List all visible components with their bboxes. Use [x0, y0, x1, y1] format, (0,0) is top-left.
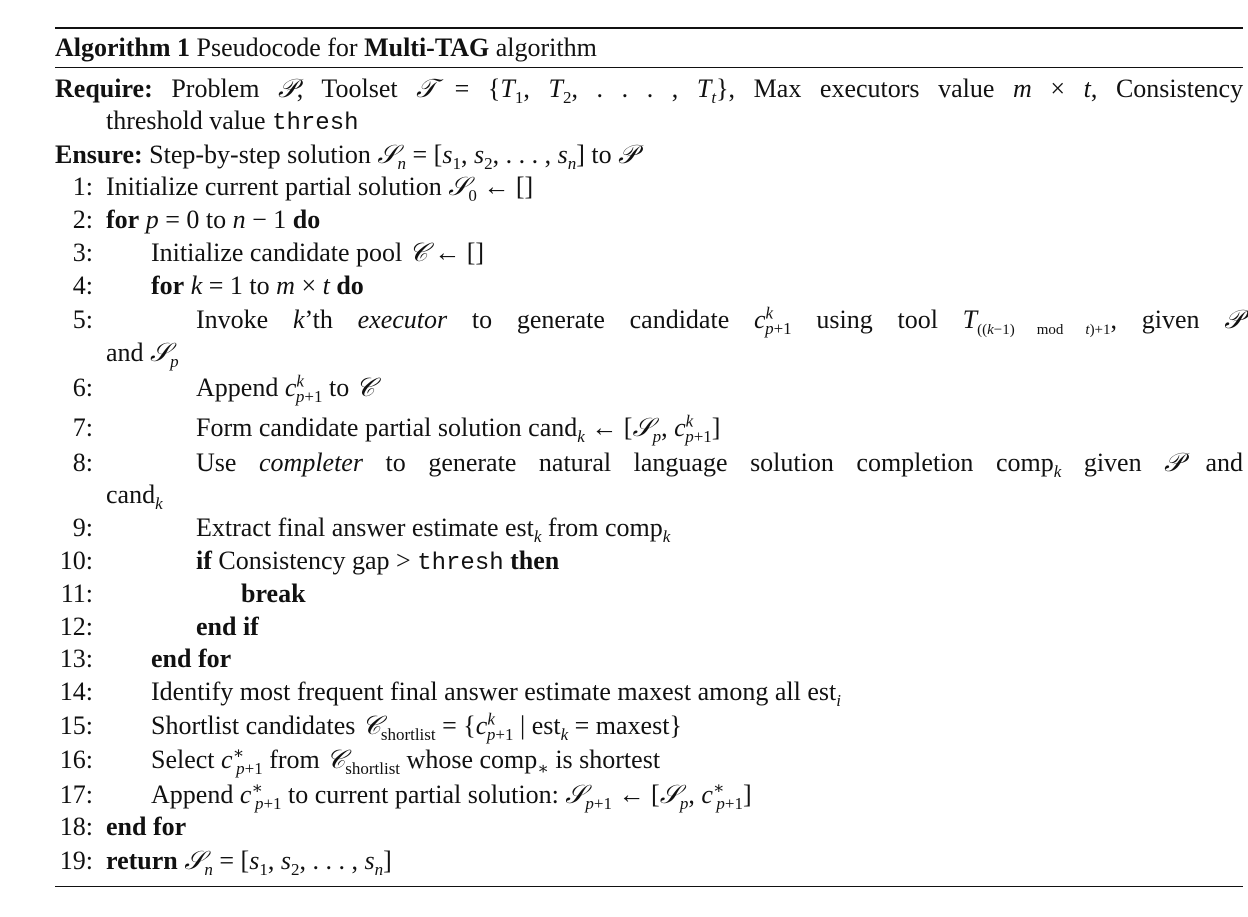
- line-9: 9: Extract final answer estimate est$_k$ from comp$_k$: [72, 513, 671, 547]
- line-7: 7: Form candidate partial solution cand$_k$ ← [𝒮$_p$, $c^k_{p+1}$]: [72, 411, 721, 447]
- line-3: 3: Initialize candidate pool 𝒞 ← []: [72, 238, 485, 268]
- line-14: 14: Identify most frequent final answer estimate maxest among all est$_i$: [59, 677, 841, 711]
- line-5-continuation: and 𝒮$_p$: [106, 338, 179, 372]
- line-1: 1: Initialize current partial solution 𝒮$_0$ ← []: [72, 172, 534, 206]
- caption-rule: [55, 67, 1243, 68]
- line-13: 13: end for: [59, 644, 232, 673]
- require-line: Require: Problem 𝒫, Toolset 𝒯 = {$T_1$, $T_2$, . . . , $T_t$}, Max executors value m × t, Consistency: [55, 74, 1244, 108]
- line-15: 15: Shortlist candidates 𝒞$_{shortlist}$ = {$c^k_{p+1}$ | est$_k$ = maxest}: [59, 709, 682, 745]
- line-4: 4: for k = 1 to m × t do: [72, 271, 364, 300]
- line-17: 17: Append $c^∗_{p+1}$ to current partial solution: 𝒮$_{p+1}$ ← [𝒮$_p$, $c^∗_{p+1}$]: [59, 778, 752, 814]
- line-5: 5: Invoke k’th executor to generate candidate $c^k_{p+1}$ using tool $T_{((k-1) mod t)+1}$, given 𝒫: [72, 303, 1244, 339]
- line-8: 8: Use completer to generate natural language solution completion comp$_k$ given 𝒫 and: [72, 448, 1244, 482]
- line-6: 6: Append $c^k_{p+1}$ to 𝒞: [72, 371, 375, 407]
- line-10: 10: if Consistency gap > thresh then: [59, 546, 560, 577]
- line-11: 11: break: [60, 579, 306, 608]
- top-rule: [55, 27, 1243, 29]
- line-2: 2: for p = 0 to n − 1 do: [72, 205, 321, 234]
- line-18: 18: end for: [59, 812, 187, 841]
- ensure-line: Ensure: Step-by-step solution 𝒮$_n$ = [$s_1$, $s_2$, . . . , $s_n$] to 𝒫: [55, 140, 637, 174]
- algorithm-caption: Algorithm 1 Pseudocode for Multi-TAG algorithm: [55, 33, 597, 62]
- line-8-continuation: cand$_k$: [106, 480, 163, 514]
- line-12: 12: end if: [59, 612, 259, 641]
- line-16: 16: Select $c^∗_{p+1}$ from 𝒞$_{shortlist}$ whose comp$_∗$ is shortest: [59, 743, 661, 779]
- bottom-rule: [55, 886, 1243, 887]
- require-continuation: threshold value thresh: [106, 106, 359, 137]
- line-19: 19: return 𝒮$_n$ = [$s_1$, $s_2$, . . . , $s_n$]: [59, 846, 392, 880]
